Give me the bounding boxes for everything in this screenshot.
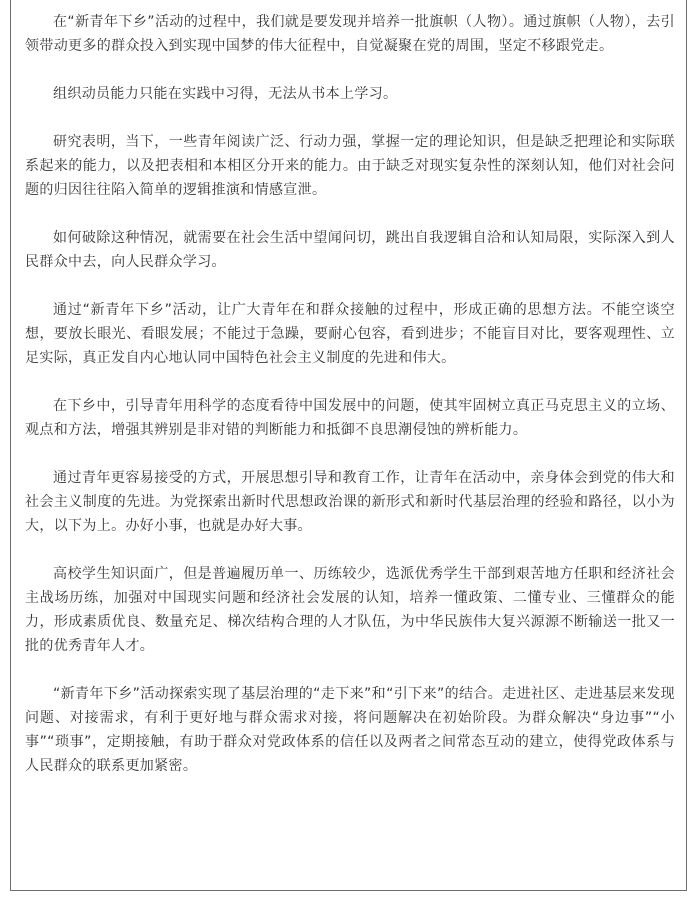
paragraph-9: “新青年下乡”活动探索实现了基层治理的“走下来”和“引下来”的结合。走进社区、走进基层来发现问题、对接需求，有利于更好地与群众需求对接，将问题解决在初始阶段。为群众解决“身边事”“小事”“琐事”，定期接触，有助于群众对党政体系的信任以及两者之间常态互动的建立，使得党政体系与人民群众的联系更加紧密。: [25, 686, 675, 774]
paragraph-3: 研究表明，当下，一些青年阅读广泛、行动力强，掌握一定的理论知识，但是缺乏把理论和实际联系起来的能力，以及把表相和本相区分开来的能力。由于缺乏对现实复杂性的深刻认知，他们对社会问题的归因往往陷入简单的逻辑推演和情感宣泄。: [25, 134, 675, 198]
paragraph-5: 通过“新青年下乡”活动，让广大青年在和群众接触的过程中，形成正确的思想方法。不能空谈空想，要放长眼光、看眼发展；不能过于急躁，要耐心包容，看到进步；不能盲目对比，要客观理性、立足实际，真正发自内心地认同中国特色社会主义制度的先进和伟大。: [25, 302, 675, 366]
paragraph-7: 通过青年更容易接受的方式，开展思想引导和教育工作，让青年在活动中，亲身体会到党的伟大和社会主义制度的先进。为党探索出新时代思想政治课的新形式和新时代基层治理的经验和路径，以小为大，以下为上。办好小事，也就是办好大事。: [25, 470, 675, 534]
paragraph-6: 在下乡中，引导青年用科学的态度看待中国发展中的问题，使其牢固树立真正马克思主义的立场、观点和方法，增强其辨别是非对错的判断能力和抵御不良思潮侵蚀的辨析能力。: [25, 398, 675, 438]
article-body: [25, 10, 675, 778]
article-frame: [10, 0, 687, 891]
paragraph-8: 高校学生知识面广，但是普遍履历单一、历练较少，选派优秀学生干部到艰苦地方任职和经济社会主战场历练，加强对中国现实问题和经济社会发展的认知，培养一懂政策、二懂专业、三懂群众的能力，形成素质优良、数量充足、梯次结构合理的人才队伍，为中华民族伟大复兴源源不断输送一批又一批的优秀青年人才。: [25, 566, 675, 654]
paragraph-1: 在“新青年下乡”活动的过程中，我们就是要发现并培养一批旗帜（人物）。通过旗帜（人物），去引领带动更多的群众投入到实现中国梦的伟大征程中，自觉凝聚在党的周围，坚定不移跟党走。: [25, 14, 675, 54]
paragraph-2: 组织动员能力只能在实践中习得，无法从书本上学习。: [53, 86, 398, 102]
paragraph-4: 如何破除这种情况，就需要在社会生活中望闻问切，跳出自我逻辑自洽和认知局限，实际深入到人民群众中去，向人民群众学习。: [25, 230, 675, 270]
